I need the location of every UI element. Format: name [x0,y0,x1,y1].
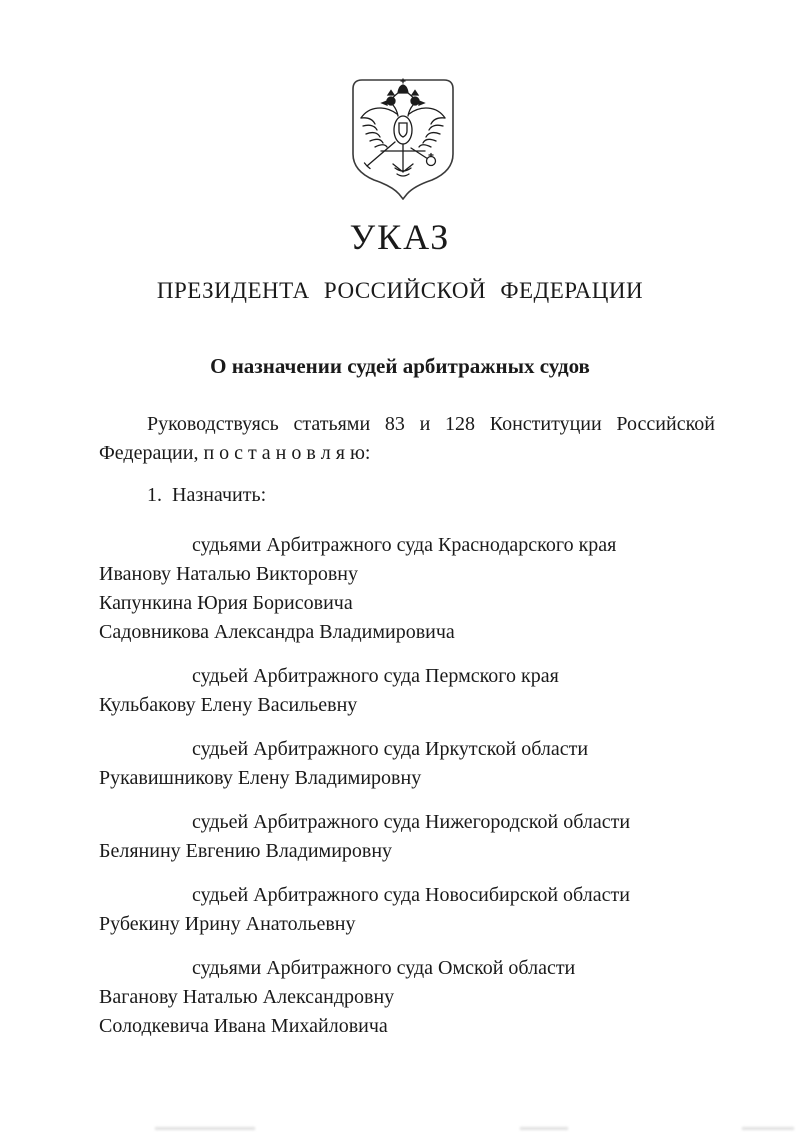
judge-name: Солодкевича Ивана Михайловича [99,1015,388,1037]
court-line: судьей Арбитражного суда Иркутской области [192,738,589,760]
court-line: судьями Арбитражного суда Омской области [192,957,576,979]
decree-subject: О назначении судей арбитражных судов [210,354,590,378]
judge-name: Капункина Юрия Борисовича [99,592,353,614]
court-line: судьями Арбитражного суда Краснодарского края [192,534,617,556]
appointment-group-irkutsk [99,735,715,793]
appointment-group-novosibirsk [99,881,715,939]
page-cutoff-artifact [520,1127,568,1130]
russia-coat-of-arms-icon [351,78,455,200]
judge-name: Ваганову Наталью Александровну [99,986,395,1008]
preamble-paragraph: Руководствуясь статьями 83 и 128 Конституции Российской Федерации, п о с т а н о в л я ю: [99,413,715,464]
court-line: судьей Арбитражного суда Нижегородской области [192,811,631,833]
judge-name: Белянину Евгению Владимировну [99,840,393,862]
item-1-appoint: 1. Назначить: [147,484,267,506]
judge-name: Кульбакову Елену Васильевну [99,694,358,716]
appointment-group-nizhny-novgorod [99,808,715,866]
court-line: судьей Арбитражного суда Новосибирской области [192,884,630,906]
appointment-group-perm [99,662,715,720]
decree-issuer: ПРЕЗИДЕНТА РОССИЙСКОЙ ФЕДЕРАЦИИ [156,278,644,303]
page-cutoff-artifact [742,1127,794,1130]
appointment-group-omsk [99,954,715,1041]
judge-name: Рукавишникову Елену Владимировну [99,767,422,789]
page-cutoff-artifact [155,1127,255,1130]
decree-title: УКАЗ [349,217,451,257]
judge-name: Садовникова Александра Владимировича [99,621,455,643]
judge-name: Иванову Наталью Викторовну [99,563,358,585]
court-line: судьей Арбитражного суда Пермского края [192,665,559,687]
appointment-group-krasnodar [99,531,715,647]
decree-body [99,410,715,1056]
judge-name: Рубекину Ирину Анатольевну [99,913,356,935]
